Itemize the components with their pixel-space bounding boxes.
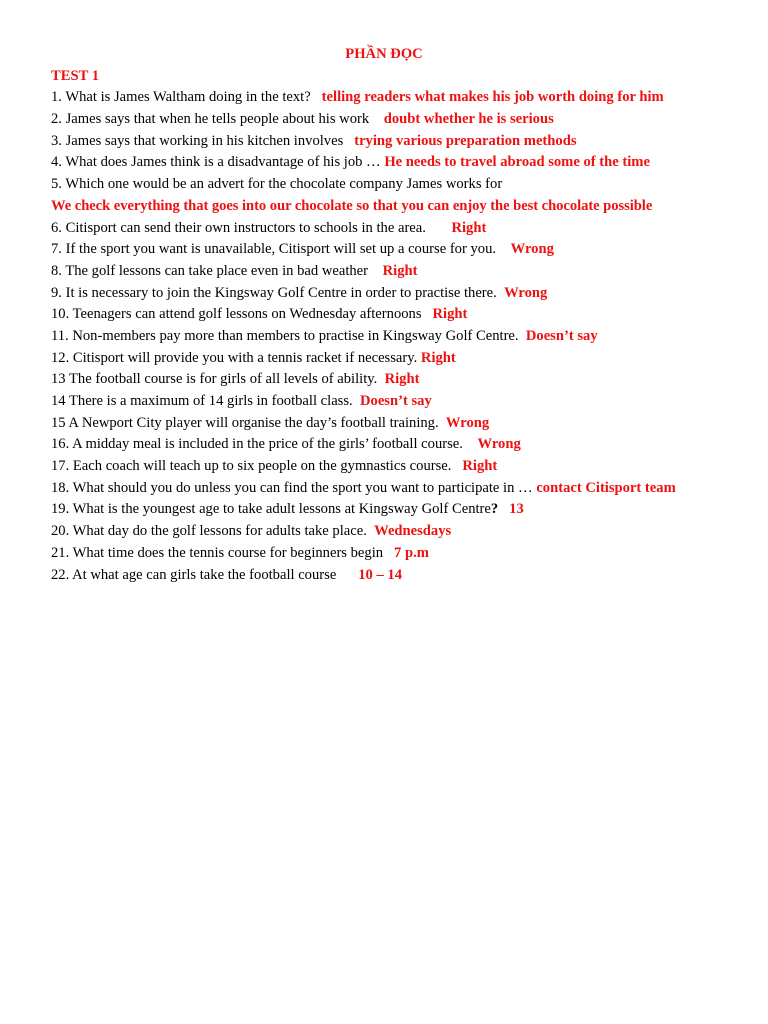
answer-gap — [336, 567, 358, 583]
question-16 — [51, 434, 731, 456]
answer-text: Right — [462, 458, 498, 475]
answer-gap — [439, 415, 446, 431]
question-text: 17. Each coach will teach up to six people on the gymnastics course. — [51, 458, 452, 475]
answer-text: He needs to travel abroad some of the time — [384, 154, 650, 171]
question-text: 12. Citisport will provide you with a tennis racket if necessary. — [51, 349, 418, 366]
answer-text: Wrong — [504, 284, 548, 301]
answer-gap — [377, 371, 384, 387]
answer-gap — [368, 263, 383, 279]
question-text: 8. The golf lessons can take place even in bad weather — [51, 262, 369, 279]
answer-text: Wrong — [510, 241, 554, 258]
question-text: 14 There is a maximum of 14 girls in football class. — [51, 393, 353, 409]
question-7 — [51, 239, 731, 261]
answer-gap — [498, 501, 509, 517]
answer-text: Right — [382, 262, 418, 279]
question-5 — [51, 174, 731, 196]
question-22 — [51, 565, 731, 587]
answer-gap — [426, 220, 452, 236]
answer-gap — [451, 458, 462, 474]
answer-text: trying various preparation methods — [354, 132, 577, 149]
question-text: 11. Non-members pay more than members to practise in Kingsway Golf Centre. — [51, 327, 519, 344]
answer-gap — [496, 241, 511, 257]
question-text: 19. What is the youngest age to take adult lessons at Kingsway Golf Centre — [51, 501, 491, 518]
question-12 — [51, 348, 731, 370]
question-18 — [51, 478, 731, 500]
answer-text: Doesn’t say — [525, 327, 598, 344]
document-page — [51, 44, 731, 586]
answer-text: Wednesdays — [374, 523, 452, 540]
question-8 — [51, 261, 731, 283]
answer-text: Wrong — [445, 414, 490, 431]
question-text: 10. Teenagers can attend golf lessons on Wednesday afternoons — [51, 306, 422, 323]
question-text: 9. It is necessary to join the Kingsway Golf Centre in order to practise there. — [51, 284, 497, 301]
question-text: 1. What is James Waltham doing in the text? — [51, 89, 311, 106]
question-2 — [51, 109, 731, 131]
question-text: 3. James says that working in his kitchen involves — [51, 132, 344, 149]
question-text: 21. What time does the tennis course for beginners begin — [51, 544, 384, 561]
question-text: 4. What does James think is a disadvantage of his job … — [51, 154, 385, 171]
question-text: 22. At what age can girls take the football course — [51, 566, 337, 583]
question-13 — [51, 369, 731, 391]
answer-text: Wrong — [477, 436, 521, 453]
question-6 — [51, 218, 731, 240]
answer-text: contact Citisport team — [536, 479, 676, 496]
answer-text: Right — [432, 306, 468, 323]
question-text: 6. Citisport can send their own instructors to schools in the area. — [51, 219, 426, 236]
question-3 — [51, 131, 731, 153]
question-11 — [51, 326, 731, 348]
answer-text: Right — [420, 349, 456, 366]
question-21 — [51, 543, 731, 565]
page-title: PHẦN ĐỌC — [345, 46, 423, 62]
question-text: 5. Which one would be an advert for the chocolate company James works for — [51, 176, 503, 193]
answer-text: telling readers what makes his job worth doing for him — [321, 89, 664, 106]
answer-text: 7 p.m — [394, 544, 429, 561]
answer-gap — [311, 89, 322, 105]
answer-gap — [383, 545, 394, 561]
answer-text: 13 — [509, 501, 524, 518]
question-text: 16. A midday meal is included in the price of the girls’ football course. — [51, 436, 463, 453]
question-15 — [51, 413, 731, 435]
answer-text: doubt whether he is serious — [383, 111, 554, 128]
question-text: 20. What day do the golf lessons for adults take place. — [51, 523, 367, 540]
question-19 — [51, 499, 731, 521]
answer-gap — [463, 436, 478, 452]
answer-gap — [369, 111, 384, 127]
question-1 — [51, 87, 731, 109]
question-text: 2. James says that when he tells people about his work — [51, 111, 370, 128]
question-text: 7. If the sport you want is unavailable, Citisport will set up a course for you. — [51, 241, 497, 258]
question-9 — [51, 283, 731, 305]
question-20 — [51, 521, 731, 543]
answer-gap — [497, 285, 504, 301]
answer-text: Doesn’t say — [359, 393, 432, 409]
question-4 — [51, 152, 731, 174]
question-17 — [51, 456, 731, 478]
answer-text: Right — [384, 371, 420, 388]
answer-gap — [519, 328, 526, 344]
answer-text: Right — [451, 219, 487, 236]
question-text: 18. What should you do unless you can find the sport you want to participate in … — [51, 479, 537, 496]
advert-answer: We check everything that goes into our chocolate so that you can enjoy the best chocolate possible — [51, 197, 653, 214]
question-14 — [51, 391, 731, 413]
answer-gap — [343, 133, 354, 149]
question-10 — [51, 304, 731, 326]
test-label: TEST 1 — [51, 67, 99, 84]
answer-gap — [353, 393, 360, 409]
answer-gap — [422, 306, 433, 322]
question-mark: ? — [490, 501, 499, 518]
question-text: 15 A Newport City player will organise the day’s football training. — [51, 414, 439, 431]
answer-text: 10 – 14 — [358, 566, 402, 583]
question-text: 13 The football course is for girls of all levels of ability. — [51, 371, 378, 388]
